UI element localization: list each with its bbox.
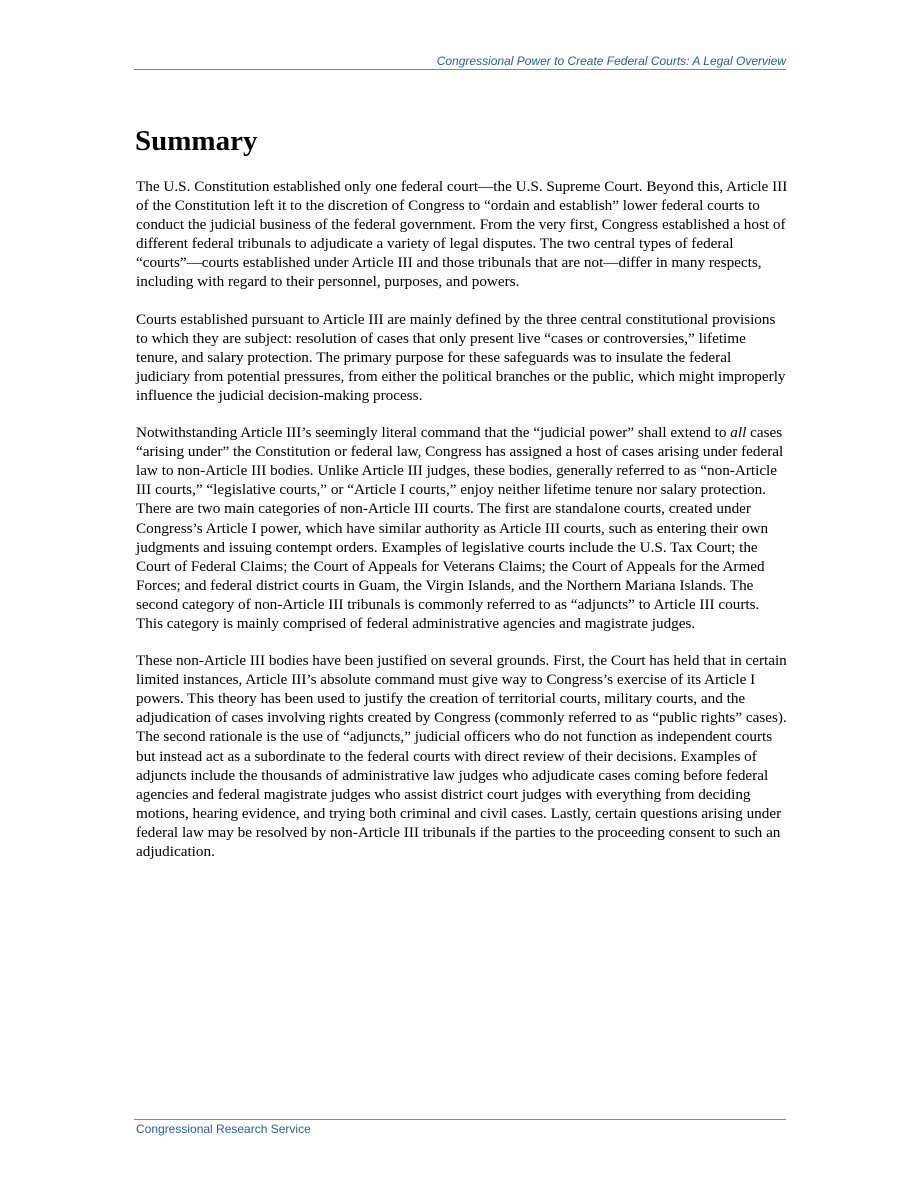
emphasized-word: all: [730, 424, 747, 442]
summary-paragraph-2: Courts established pursuant to Article III are mainly defined by the three central constitutional provisions to which they are subject: resolution of cases that only present live “cases or controversies,” lifetime tenure, and salary protection. The primary purpose for these safeguards was to insulate the federal judiciary from potential pressures, from either the political branches or the public, which might improperly influence the judicial decision-making process.: [136, 310, 786, 404]
summary-paragraph-3: [136, 423, 788, 633]
paragraph-3-rest-text: cases “arising under” the Constitution or federal law, Congress has assigned a host of cases arising under federal law to non-Article III bodies. Unlike Article III judges, these bodies, generally referred to as “non-Article III courts,” “legislative courts,” or “Article I courts,” enjoy neither lifetime tenure nor salary protection. There are two main categories of non-Article III courts. The first are standalone courts, created under Congress’s Article I power, which have similar authority as Article III courts, such as entering their own judgments and issuing contempt orders. Examples of legislative courts include the U.S. Tax Court; the Court of Federal Claims; the Court of Appeals for Veterans Claims; the Court of Appeals for the Armed Forces; and federal district courts in Guam, the Virgin Islands, and the Northern Mariana Islands. The second category of non-Article III tribunals is commonly referred to as “adjuncts” to Article III courts. This category is mainly comprised of federal administrative agencies and magistrate judges.: [136, 424, 784, 632]
footer-divider: [134, 1119, 786, 1120]
summary-body: [136, 177, 788, 879]
header-divider: [134, 69, 786, 70]
summary-paragraph-4: These non-Article III bodies have been justified on several grounds. First, the Court has held that in certain limited instances, Article III’s absolute command must give way to Congress’s exercise of its Article I powers. This theory has been used to justify the creation of territorial courts, military courts, and the adjudication of cases involving rights created by Congress (commonly referred to as “public rights” cases). The second rationale is the use of “adjuncts,” judicial officers who do not function as independent courts but instead act as a subordinate to the federal courts with direct review of their decisions. Examples of adjuncts include the thousands of administrative law judges who adjudicate cases coming before federal agencies and federal magistrate judges who assist district court judges with everything from deciding motions, hearing evidence, and trying both criminal and civil cases. Lastly, certain questions arising under federal law may be resolved by non-Article III tribunals if the parties to the proceeding consent to such an adjudication.: [136, 652, 787, 860]
summary-paragraph-1: The U.S. Constitution established only one federal court—the U.S. Supreme Court. Beyond this, Article III of the Constitution left it to the discretion of Congress to “ordain and establish” lower federal courts to conduct the judicial business of the federal government. From the very first, Congress established a host of different federal tribunals to adjudicate a variety of legal disputes. The two central types of federal “courts”—courts established under Article III and those tribunals that are not—differ in many respects, including with regard to their personnel, purposes, and powers.: [136, 178, 788, 291]
footer-organization: Congressional Research Service: [136, 1122, 311, 1136]
paragraph-3-lead-text: Notwithstanding Article III’s seemingly literal command that the “judicial power” shall extend to: [136, 424, 731, 442]
section-heading: Summary: [135, 125, 258, 157]
running-header-title: Congressional Power to Create Federal Courts: A Legal Overview: [436, 54, 786, 68]
